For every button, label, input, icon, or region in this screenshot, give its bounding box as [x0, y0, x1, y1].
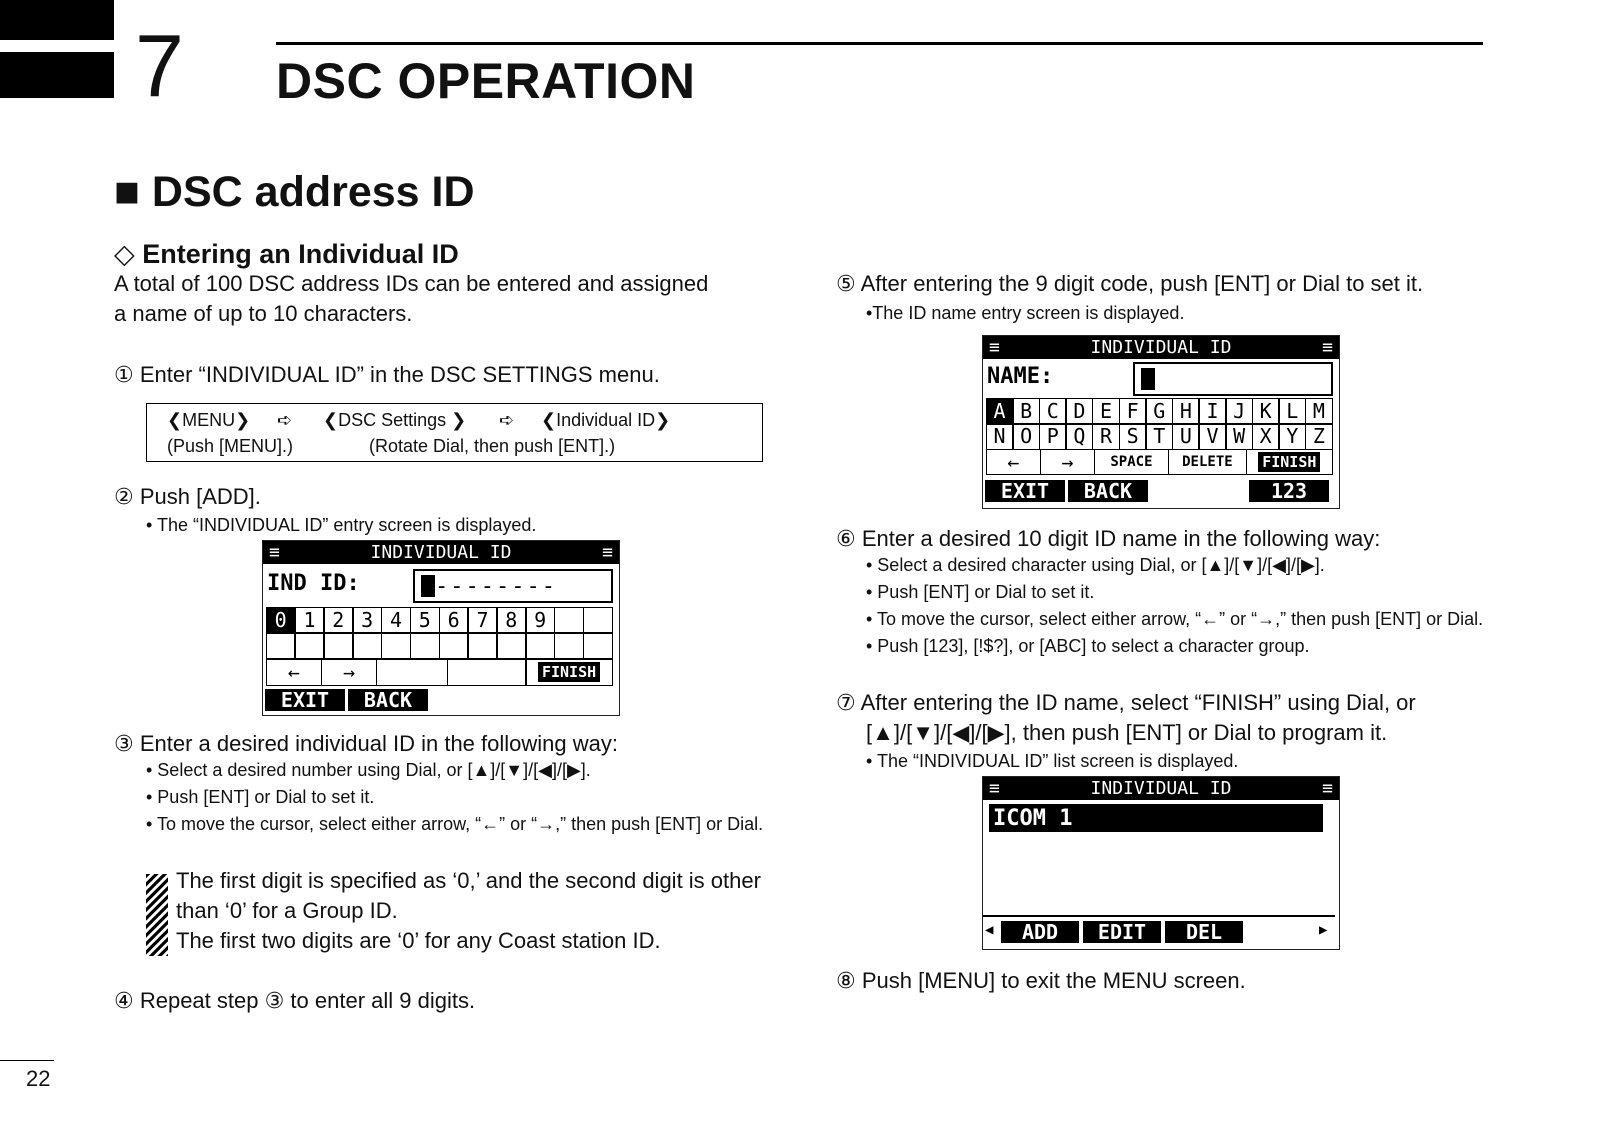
page-number: 22 [26, 1066, 51, 1091]
step-3-bullet: • To move the cursor, select either arrow, “←” or “→,” then push [ENT] or Dial. [146, 814, 764, 834]
digit-key [381, 632, 411, 659]
note-icon [146, 874, 168, 956]
digit-grid [267, 607, 613, 657]
letter-key: I [1198, 398, 1226, 425]
back-softkey: BACK [348, 689, 428, 711]
step-3-bullet: • Push [ENT] or Dial to set it. [146, 787, 375, 807]
letter-key: J [1225, 398, 1253, 425]
step-3-bullet: • Select a desired number using Dial, or [▲]/[▼]/[◀]/[▶]. [146, 760, 591, 780]
digit-key [323, 632, 353, 659]
right-arrow-key: → [1040, 449, 1096, 475]
back-softkey: BACK [1068, 480, 1148, 502]
step-3-notes [176, 866, 766, 956]
letter-key: H [1172, 398, 1200, 425]
letter-key: Z [1305, 423, 1333, 450]
right-triangle-icon: ▶ [1319, 922, 1328, 938]
arrow-icon: ➪ [277, 410, 293, 430]
step-6-bullet: • Select a desired character using Dial, or [▲]/[▼]/[◀]/[▶]. [866, 555, 1325, 575]
menu-path-push-menu: (Push [MENU].) [167, 436, 294, 456]
space-key: SPACE [1094, 449, 1169, 475]
menu-icon: ≡ [269, 542, 280, 563]
menu-path-individual-id: ❮Individual ID❯ [541, 410, 671, 430]
letter-key: X [1252, 423, 1280, 450]
digit-key: 1 [294, 607, 324, 634]
letter-key: D [1065, 398, 1093, 425]
letter-key: N [986, 423, 1014, 450]
note-coast-id: The first two digits are ‘0’ for any Coast station ID. [176, 928, 661, 953]
letter-key: C [1039, 398, 1067, 425]
menu-icon: ≡ [989, 337, 1000, 358]
chapter-number: 7 [135, 16, 184, 115]
exit-softkey: EXIT [985, 480, 1065, 502]
step-6-bullets [866, 552, 1488, 660]
menu-icon: ≡ [1322, 337, 1333, 358]
digit-key: 8 [496, 607, 526, 634]
arrow-icon: ➪ [499, 410, 515, 430]
lcd-label: IND ID: [267, 571, 360, 596]
digit-key: 9 [525, 607, 555, 634]
menu-path-box [146, 403, 763, 462]
finish-key: FINISH [1246, 449, 1333, 475]
digit-key [554, 632, 584, 659]
lcd-title: INDIVIDUAL ID [370, 542, 512, 563]
letter-key: M [1305, 398, 1333, 425]
digit-key: 3 [352, 607, 382, 634]
intro [114, 269, 774, 329]
step-5-text: ⑤ After entering the 9 digit code, push [ENT] or Dial to set it. [836, 271, 1424, 296]
digit-key: 2 [323, 607, 353, 634]
cursor-block [1141, 368, 1155, 390]
letter-key: S [1119, 423, 1147, 450]
letter-grid [987, 398, 1333, 448]
letter-key: Q [1065, 423, 1093, 450]
menu-icon: ≡ [602, 542, 613, 563]
id-input-field [413, 569, 613, 603]
step-2-text: ② Push [ADD]. [114, 484, 261, 509]
lcd-ind-id-screen [262, 540, 620, 716]
letter-key: B [1012, 398, 1040, 425]
step-7-line-1: ⑦ After entering the ID name, select “FINISH” using Dial, or [836, 690, 1416, 715]
add-softkey: ADD [1001, 921, 1079, 943]
letter-key: Y [1278, 423, 1306, 450]
step-6-text: ⑥ Enter a desired 10 digit ID name in the following way: [836, 526, 1381, 551]
lcd-name-screen [982, 335, 1340, 509]
letter-key: K [1252, 398, 1280, 425]
digit-key [266, 632, 296, 659]
lcd-title: INDIVIDUAL ID [1090, 337, 1232, 358]
letter-key: G [1145, 398, 1173, 425]
digit-key [583, 632, 613, 659]
step-2-bullet: • The “INDIVIDUAL ID” entry screen is displayed. [146, 515, 537, 535]
id-value: -------- [435, 573, 557, 599]
letter-key: A [986, 398, 1014, 425]
digit-key: 0 [266, 607, 296, 634]
digit-key [583, 607, 613, 634]
lcd-title-bar [983, 336, 1339, 359]
cursor-block [421, 575, 435, 597]
step-6-bullet: • To move the cursor, select either arrow, “←” or “→,” then push [ENT] or Dial. [866, 609, 1484, 629]
letter-key: F [1119, 398, 1147, 425]
digit-key: 5 [410, 607, 440, 634]
exit-softkey: EXIT [265, 689, 345, 711]
empty-key [447, 659, 527, 686]
left-arrow-key: ← [986, 449, 1042, 475]
step-3-text: ③ Enter a desired individual ID in the following way: [114, 731, 618, 756]
step-1-text: ① Enter “INDIVIDUAL ID” in the DSC SETTINGS menu. [114, 362, 660, 387]
chapter-tab-bottom [0, 52, 114, 98]
mode-123-softkey: 123 [1249, 480, 1329, 502]
letter-key: P [1039, 423, 1067, 450]
letter-key: T [1145, 423, 1173, 450]
section-title: ■ DSC address ID [114, 168, 475, 216]
digit-key [294, 632, 324, 659]
digit-key [554, 607, 584, 634]
lcd-control-row [267, 659, 613, 684]
del-softkey: DEL [1165, 921, 1243, 943]
chapter-rule [276, 42, 1483, 45]
menu-path-menu: ❮MENU❯ [167, 410, 251, 430]
lcd-list-screen [982, 776, 1340, 950]
step-8-text: ⑧ Push [MENU] to exit the MENU screen. [836, 968, 1246, 993]
menu-icon: ≡ [1322, 778, 1333, 799]
letter-key: W [1225, 423, 1253, 450]
digit-key [352, 632, 382, 659]
menu-icon: ≡ [989, 778, 1000, 799]
letter-key: E [1092, 398, 1120, 425]
empty-key [376, 659, 448, 686]
letter-key: O [1012, 423, 1040, 450]
softkey-row [265, 689, 428, 711]
step-6-bullet: • Push [123], [!$?], or [ABC] to select a character group. [866, 636, 1310, 656]
digit-key [410, 632, 440, 659]
lcd-title-bar [983, 777, 1339, 800]
digit-key: 4 [381, 607, 411, 634]
left-arrow-key: ← [266, 659, 323, 686]
digit-key: 6 [439, 607, 469, 634]
digit-key [525, 632, 555, 659]
digit-key: 7 [467, 607, 497, 634]
list-softkey-area [983, 915, 1335, 947]
lcd-control-row [987, 449, 1333, 473]
footer-rule [0, 1060, 54, 1061]
digit-key [467, 632, 497, 659]
digit-key [439, 632, 469, 659]
intro-line-1: A total of 100 DSC address IDs can be entered and assigned [114, 271, 709, 296]
step-7-line-2: [▲]/[▼]/[◀]/[▶], then push [ENT] or Dial to program it. [866, 720, 1388, 745]
note-group-id: The first digit is specified as ‘0,’ and the second digit is other than ‘0’ for a Group ID. [176, 868, 761, 923]
step-7-bullet: • The “INDIVIDUAL ID” list screen is displayed. [866, 751, 1239, 771]
letter-key: V [1198, 423, 1226, 450]
lcd-title: INDIVIDUAL ID [1090, 778, 1232, 799]
name-input-field [1133, 362, 1333, 396]
edit-softkey: EDIT [1083, 921, 1161, 943]
right-arrow-key: → [321, 659, 378, 686]
finish-key: FINISH [525, 659, 613, 686]
lcd-title-bar [263, 541, 619, 564]
step-3-bullets [146, 757, 766, 838]
step-6-bullet: • Push [ENT] or Dial to set it. [866, 582, 1095, 602]
softkey-row [985, 480, 1335, 502]
menu-path-dsc-settings: ❮DSC Settings ❯ [323, 410, 467, 430]
subsection-title: ◇ Entering an Individual ID [114, 239, 459, 269]
letter-key: U [1172, 423, 1200, 450]
letter-key: L [1278, 398, 1306, 425]
menu-path-rotate-dial: (Rotate Dial, then push [ENT].) [369, 436, 616, 456]
delete-key: DELETE [1168, 449, 1247, 475]
step-5-bullet: •The ID name entry screen is displayed. [866, 303, 1185, 323]
chapter-tab-top [0, 0, 114, 40]
intro-line-2: a name of up to 10 characters. [114, 301, 413, 326]
step-4-text: ④ Repeat step ③ to enter all 9 digits. [114, 988, 476, 1013]
list-item-selected: ICOM 1 [989, 804, 1323, 832]
chapter-title: DSC OPERATION [276, 53, 696, 109]
left-triangle-icon: ◀ [985, 922, 994, 938]
digit-key [496, 632, 526, 659]
lcd-label: NAME: [987, 364, 1054, 389]
letter-key: R [1092, 423, 1120, 450]
